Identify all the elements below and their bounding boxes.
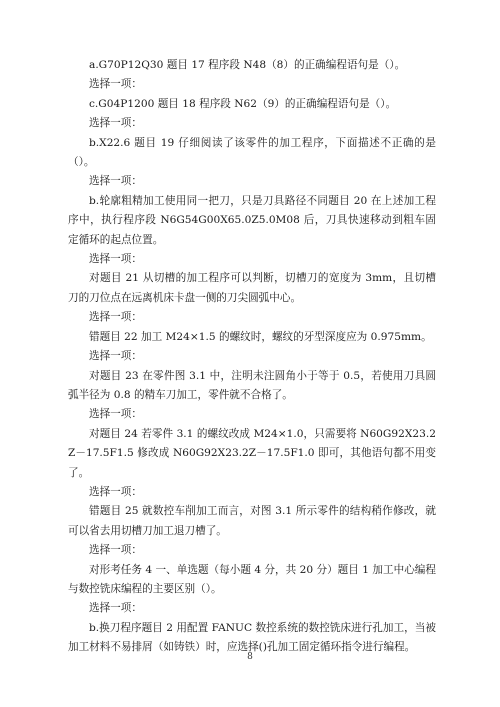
choose-one-label: 选择一项： [89,544,142,557]
page-body [68,56,436,658]
answer-paragraph: b.X22.6 题目 19 仔细阅读了该零件的加工程序，下面描述不正确的是（）。 [68,136,436,169]
answer-paragraph: 对题目 21 从切槽的加工程序可以判断，切槽刀的宽度为 3mm，且切槽刀的刀位点在远离机床卡盘一侧的刀尖圆弧中心。 [68,272,436,304]
choose-one-label: 选择一项： [89,602,142,615]
answer-paragraph: 对题目 23 在零件图 3.1 中，注明未注圆角小于等于 0.5，若使用刀具圆弧半径为 0.8 的精车刀加工，零件就不合格了。 [68,369,436,401]
choose-one-label: 选择一项： [89,485,142,498]
choose-one-label: 选择一项： [89,350,142,363]
page-number: 8 [247,652,253,662]
choose-one-label: 选择一项： [89,408,142,421]
answer-paragraph: 错题目 22 加工 M24×1.5 的螺纹时，螺纹的牙型深度应为 0.975mm。 [89,330,432,343]
choose-one-label: 选择一项： [89,253,142,266]
answer-paragraph: 对题目 24 若零件 3.1 的螺纹改成 M24×1.0，只需要将 N60G92X23.2Z－17.5F1.5 修改成 N60G92X23.2Z－17.5F1.0 即可，其他语句都不用变了。 [68,427,436,479]
answer-paragraph: a.G70P12Q30 题目 17 程序段 N48（8）的正确编程语句是（）。 [89,59,406,71]
answer-paragraph: b.轮廓粗精加工使用同一把刀，只是刀具路径不同题目 20 在上述加工程序中，执行程序段 N6G54G00X65.0Z5.0M08 后，刀具快速移动到粗车固定循环的起点位置。 [68,194,436,246]
answer-paragraph: b.换刀程序题目 2 用配置 FANUC 数控系统的数控铣床进行孔加工，当被加工材料不易排屑（如铸铁）时，应选择()孔加工固定循环指令进行编程。 [68,621,436,654]
answer-paragraph: 错题目 25 就数控车削加工而言，对图 3.1 所示零件的结构稍作修改，就可以省去用切槽刀加工退刀槽了。 [68,505,436,537]
choose-one-label: 选择一项： [89,175,142,188]
choose-one-label: 选择一项： [89,78,142,91]
choose-one-label: 选择一项： [89,311,142,324]
answer-paragraph: 对形考任务 4 一、单选题（每小题 4 分，共 20 分）题目 1 加工中心编程与数控铣床编程的主要区别（）。 [68,563,436,595]
choose-one-label: 选择一项： [89,117,142,130]
answer-paragraph: c.G04P1200 题目 18 程序段 N62（9）的正确编程语句是（）。 [89,97,397,110]
